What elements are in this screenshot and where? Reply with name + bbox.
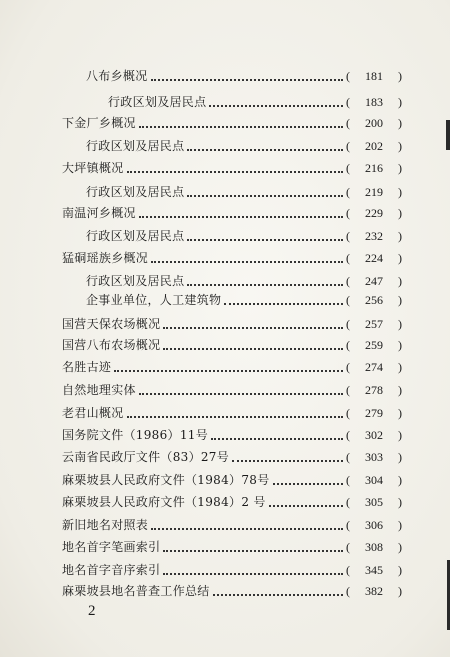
- toc-entry-label: 新旧地名对照表: [62, 518, 149, 532]
- toc-entry-label: 老君山概况: [62, 406, 124, 420]
- toc-entry: [62, 335, 402, 355]
- paren-open: (: [346, 206, 350, 220]
- toc-entry-label: 国营天保农场概况: [62, 317, 161, 331]
- toc-entry-page: [346, 403, 402, 423]
- toc-entry: [86, 290, 402, 310]
- dot-leader: [127, 414, 343, 418]
- toc-entry-page: [346, 537, 402, 557]
- toc-entry: [62, 380, 402, 400]
- toc-entry-page: [346, 515, 402, 535]
- toc-entry-label: 地名首字笔画索引: [62, 540, 161, 554]
- page-ref-number: 200: [365, 116, 383, 130]
- toc-entry-label: 云南省民政厅文件（83）27号: [62, 450, 230, 464]
- toc-entry: [86, 66, 402, 86]
- toc-entry: [62, 537, 402, 557]
- toc-entry-page: [346, 447, 402, 467]
- paren-close: ): [398, 69, 402, 83]
- dot-leader: [151, 526, 343, 530]
- toc-entry-page: [346, 314, 402, 334]
- paren-close: ): [398, 185, 402, 199]
- page-ref-number: 259: [365, 338, 383, 352]
- toc-entry: [62, 203, 402, 223]
- toc-entry-page: [346, 66, 402, 86]
- dot-leader: [163, 548, 343, 552]
- dot-leader: [139, 124, 343, 128]
- page-ref-number: 304: [365, 473, 383, 487]
- page-ref-number: 345: [365, 563, 383, 577]
- page-ref-number: 216: [365, 161, 383, 175]
- toc-entry-page: [346, 226, 402, 246]
- page-ref-number: 202: [365, 139, 383, 153]
- page-ref-number: 219: [365, 185, 383, 199]
- paren-open: (: [346, 428, 350, 442]
- toc-entry-label: 行政区划及居民点: [86, 185, 185, 199]
- toc-entry-label: 八布乡概况: [86, 69, 148, 83]
- toc-entry-label: 麻栗坡县人民政府文件（1984）78号: [62, 473, 270, 487]
- toc-entry-page: [346, 203, 402, 223]
- dot-leader: [139, 391, 343, 395]
- dot-leader: [163, 346, 343, 350]
- toc-entry-page: [346, 113, 402, 133]
- page-ref-number: 247: [365, 274, 383, 288]
- toc-entry-page: [346, 92, 402, 112]
- paren-close: ): [398, 563, 402, 577]
- paren-open: (: [346, 406, 350, 420]
- toc-entry-label: 自然地理实体: [62, 383, 136, 397]
- page-ref-number: 256: [365, 293, 383, 307]
- paren-close: ): [398, 251, 402, 265]
- paren-open: (: [346, 161, 350, 175]
- toc-entry-page: [346, 271, 402, 291]
- toc-entry: [62, 158, 402, 178]
- page-ref-number: 229: [365, 206, 383, 220]
- paren-open: (: [346, 185, 350, 199]
- page-ref-number: 232: [365, 229, 383, 243]
- toc-entry-page: [346, 560, 402, 580]
- toc-entry: [62, 470, 402, 490]
- toc-entry: [62, 447, 402, 467]
- paren-close: ): [398, 428, 402, 442]
- paren-open: (: [346, 450, 350, 464]
- dot-leader: [187, 237, 343, 241]
- toc-entry-page: [346, 136, 402, 156]
- toc-entry-label: 行政区划及居民点: [86, 274, 185, 288]
- toc-entry: [108, 92, 402, 112]
- paren-close: ): [398, 473, 402, 487]
- paren-open: (: [346, 540, 350, 554]
- page-ref-number: 274: [365, 360, 383, 374]
- dot-leader: [151, 259, 343, 263]
- toc-entry-label: 行政区划及居民点: [86, 139, 185, 153]
- paren-open: (: [346, 229, 350, 243]
- toc-entry-page: [346, 581, 402, 601]
- paren-open: (: [346, 563, 350, 577]
- page-ref-number: 257: [365, 317, 383, 331]
- paren-close: ): [398, 95, 402, 109]
- toc-entry: [86, 226, 402, 246]
- paren-close: ): [398, 161, 402, 175]
- paren-open: (: [346, 495, 350, 509]
- paren-close: ): [398, 495, 402, 509]
- dot-leader: [269, 503, 343, 507]
- paren-close: ): [398, 540, 402, 554]
- paren-close: ): [398, 584, 402, 598]
- toc-entry-page: [346, 290, 402, 310]
- toc-entry-label: 名胜古迹: [62, 360, 112, 374]
- toc-entry-label: 麻栗坡县人民政府文件（1984）2 号: [62, 495, 266, 509]
- paren-open: (: [346, 473, 350, 487]
- toc-entry: [62, 560, 402, 580]
- toc-entry: [62, 515, 402, 535]
- toc-entry-label: 地名首字音序索引: [62, 563, 161, 577]
- paren-open: (: [346, 95, 350, 109]
- dot-leader: [224, 301, 343, 305]
- toc-entry: [62, 403, 402, 423]
- toc-entry-page: [346, 248, 402, 268]
- toc-entry: [62, 113, 402, 133]
- toc-entry-page: [346, 380, 402, 400]
- toc-entry-label: 企事业单位，人工建筑物: [86, 293, 222, 307]
- page-ref-number: 308: [365, 540, 383, 554]
- page-ref-number: 306: [365, 518, 383, 532]
- toc-entry-page: [346, 357, 402, 377]
- paren-close: ): [398, 139, 402, 153]
- paren-close: ): [398, 274, 402, 288]
- dot-leader: [187, 193, 343, 197]
- toc-entry: [62, 581, 402, 601]
- toc-entry-label: 国营八布农场概况: [62, 338, 161, 352]
- dot-leader: [213, 592, 343, 596]
- paren-open: (: [346, 251, 350, 265]
- toc-entry-label: 下金厂乡概况: [62, 116, 136, 130]
- paren-close: ): [398, 338, 402, 352]
- toc-entry-label: 行政区划及居民点: [108, 95, 207, 109]
- paren-close: ): [398, 383, 402, 397]
- dot-leader: [232, 458, 343, 462]
- page-number: 2: [88, 603, 96, 619]
- page-ref-number: 183: [365, 95, 383, 109]
- dot-leader: [187, 147, 343, 151]
- dot-leader: [139, 214, 343, 218]
- paren-open: (: [346, 274, 350, 288]
- toc-entry: [62, 357, 402, 377]
- toc-entry-page: [346, 492, 402, 512]
- page-ref-number: 305: [365, 495, 383, 509]
- page-ref-number: 224: [365, 251, 383, 265]
- paren-open: (: [346, 518, 350, 532]
- dot-leader: [273, 481, 343, 485]
- paren-open: (: [346, 317, 350, 331]
- page-ref-number: 278: [365, 383, 383, 397]
- toc-entry: [62, 425, 402, 445]
- paren-close: ): [398, 360, 402, 374]
- page-ref-number: 302: [365, 428, 383, 442]
- toc-entry-page: [346, 182, 402, 202]
- toc-entry-label: 猛硐瑶族乡概况: [62, 251, 149, 265]
- page-ref-number: 279: [365, 406, 383, 420]
- toc-entry: [86, 182, 402, 202]
- dot-leader: [163, 325, 343, 329]
- paren-open: (: [346, 69, 350, 83]
- paren-close: ): [398, 293, 402, 307]
- paren-open: (: [346, 584, 350, 598]
- paren-close: ): [398, 317, 402, 331]
- toc-entry: [62, 248, 402, 268]
- paren-close: ): [398, 406, 402, 420]
- page-ref-number: 382: [365, 584, 383, 598]
- toc-entry-page: [346, 158, 402, 178]
- page-ref-number: 181: [365, 69, 383, 83]
- paren-open: (: [346, 360, 350, 374]
- paren-open: (: [346, 293, 350, 307]
- dot-leader: [187, 282, 343, 286]
- paren-open: (: [346, 338, 350, 352]
- toc-entry: [62, 492, 402, 512]
- paren-open: (: [346, 116, 350, 130]
- toc-entry-page: [346, 335, 402, 355]
- toc-entry: [86, 271, 402, 291]
- paren-close: ): [398, 206, 402, 220]
- toc-entry: [86, 136, 402, 156]
- toc-entry: [62, 314, 402, 334]
- toc-entry-page: [346, 425, 402, 445]
- toc-entry-label: 南温河乡概况: [62, 206, 136, 220]
- toc-entry-label: 国务院文件（1986）11号: [62, 428, 209, 442]
- paren-open: (: [346, 383, 350, 397]
- toc-entry-label: 麻栗坡县地名普查工作总结: [62, 584, 210, 598]
- paren-close: ): [398, 229, 402, 243]
- scan-edge-mark: [446, 120, 450, 150]
- dot-leader: [127, 169, 343, 173]
- page-ref-number: 303: [365, 450, 383, 464]
- paren-open: (: [346, 139, 350, 153]
- dot-leader: [151, 77, 343, 81]
- dot-leader: [163, 571, 343, 575]
- dot-leader: [211, 436, 343, 440]
- toc-entry-label: 行政区划及居民点: [86, 229, 185, 243]
- paren-close: ): [398, 116, 402, 130]
- toc-entry-label: 大坪镇概况: [62, 161, 124, 175]
- paren-close: ): [398, 450, 402, 464]
- dot-leader: [114, 368, 343, 372]
- paren-close: ): [398, 518, 402, 532]
- toc-entry-page: [346, 470, 402, 490]
- dot-leader: [209, 103, 343, 107]
